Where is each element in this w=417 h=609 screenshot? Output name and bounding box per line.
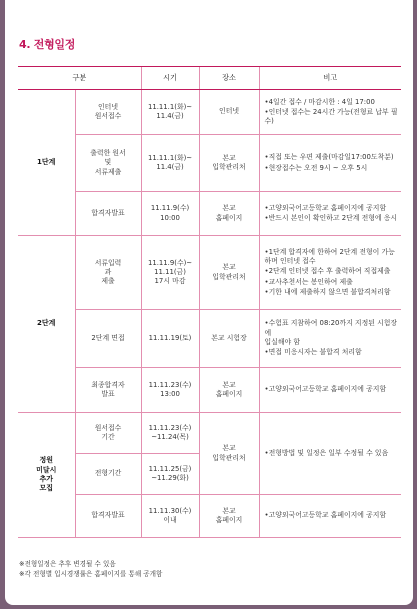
table-row bbox=[18, 495, 401, 538]
note-line: •2단계 인터넷 접수 후 출력하여 직접제출 bbox=[264, 267, 391, 276]
stage-label: 2단계 bbox=[18, 236, 75, 413]
note-line: •현장접수는 오전 9시 ~ 오후 5시 bbox=[264, 163, 368, 172]
row-item: 출력한 원서 및 서류제출 bbox=[75, 135, 141, 192]
table-row bbox=[18, 413, 401, 454]
row-period: 11.11.9(수)~ 11.11(금) 17시 마감 bbox=[141, 236, 199, 310]
row-notes bbox=[259, 368, 401, 413]
row-period: 11.11.23(수) ~11.24(목) bbox=[141, 413, 199, 454]
header-period: 시기 bbox=[141, 67, 199, 90]
table-row bbox=[18, 368, 401, 413]
note-line: •4일간 접수 / 마감시한 : 4일 17:00 bbox=[264, 97, 375, 106]
note-line: •고양외국어고등학교 홈페이지에 공지함 bbox=[264, 511, 387, 520]
row-period: 11.11.19(토) bbox=[141, 310, 199, 368]
table-row bbox=[18, 135, 401, 192]
schedule-table bbox=[18, 66, 401, 538]
row-notes bbox=[259, 192, 401, 236]
row-notes bbox=[259, 90, 401, 135]
row-place: 본교 시험장 bbox=[199, 310, 259, 368]
note-line: •교사추천서는 봉인하여 제출 bbox=[264, 277, 353, 286]
row-item: 서류입력 과 제출 bbox=[75, 236, 141, 310]
row-place: 본교 입학관리처 bbox=[199, 413, 259, 495]
note-line: •1단계 합격자에 한하여 2단계 전형이 가능 하며 인터넷 접수 bbox=[264, 247, 395, 266]
footnote: ※각 전형별 입시경쟁률은 홈페이지를 통해 공개함 bbox=[19, 569, 163, 578]
note-line: •면접 미응시자는 불합격 처리함 bbox=[264, 348, 362, 357]
header-category: 구분 bbox=[18, 67, 141, 90]
row-item: 인터넷 원서접수 bbox=[75, 90, 141, 135]
row-notes bbox=[259, 495, 401, 538]
note-line: •전형방법 및 일정은 일부 수정될 수 있음 bbox=[264, 448, 389, 457]
note-line: •수험표 지참하여 08:20까지 지정된 시험장에 입실해야 함 bbox=[264, 319, 398, 346]
row-item: 전형기간 bbox=[75, 454, 141, 495]
row-period: 11.11.30(수) 이내 bbox=[141, 495, 199, 538]
row-place: 본교 홈페이지 bbox=[199, 192, 259, 236]
note-line: •인터넷 접수는 24시간 가능(전형료 납부 필수) bbox=[264, 107, 398, 126]
row-place: 인터넷 bbox=[199, 90, 259, 135]
header-place: 장소 bbox=[199, 67, 259, 90]
row-period: 11.11.1(화)~ 11.4(금) bbox=[141, 90, 199, 135]
row-item: 최종합격자 발표 bbox=[75, 368, 141, 413]
row-place: 본교 홈페이지 bbox=[199, 368, 259, 413]
note-line: •기한 내에 제출하지 않으면 불합격처리함 bbox=[264, 287, 391, 296]
section-title: 4. 전형일정 bbox=[19, 38, 76, 51]
document-page bbox=[5, 0, 413, 605]
table-row bbox=[18, 236, 401, 310]
footnote: ※전형일정은 추후 변경될 수 있음 bbox=[19, 560, 116, 568]
stage-label: 1단계 bbox=[18, 90, 75, 236]
row-place: 본교 홈페이지 bbox=[199, 495, 259, 538]
row-notes bbox=[259, 310, 401, 368]
footnotes bbox=[19, 560, 162, 579]
note-line: •고양외국어고등학교 홈페이지에 공지함 bbox=[264, 385, 387, 394]
stage-label: 정원 미달시 추가 모집 bbox=[18, 413, 75, 538]
row-period: 11.11.9(수) 10:00 bbox=[141, 192, 199, 236]
row-place: 본교 입학관리처 bbox=[199, 236, 259, 310]
note-line: •반드시 본인이 확인하고 2단계 전형에 응시 bbox=[264, 214, 398, 222]
row-item: 합격자발표 bbox=[75, 192, 141, 236]
row-period: 11.11.25(금) ~11.29(화) bbox=[141, 454, 199, 495]
table-row bbox=[18, 310, 401, 368]
row-place: 본교 입학관리처 bbox=[199, 135, 259, 192]
header-notes: 비고 bbox=[259, 67, 401, 90]
table-row bbox=[18, 90, 401, 135]
row-notes bbox=[259, 236, 401, 310]
row-period: 11.11.1(화)~ 11.4(금) bbox=[141, 135, 199, 192]
note-line: •직접 또는 우편 제출(마감일17:00도착분) bbox=[264, 153, 394, 162]
row-notes bbox=[259, 413, 401, 495]
row-item: 합격자발표 bbox=[75, 495, 141, 538]
table-row bbox=[18, 192, 401, 236]
row-item: 원서접수 기간 bbox=[75, 413, 141, 454]
note-line: •고양외국어고등학교 홈페이지에 공지함 bbox=[264, 203, 387, 212]
row-item: 2단계 면접 bbox=[75, 310, 141, 368]
table-header-row bbox=[18, 67, 401, 90]
row-period: 11.11.23(수) 13:00 bbox=[141, 368, 199, 413]
row-notes bbox=[259, 135, 401, 192]
